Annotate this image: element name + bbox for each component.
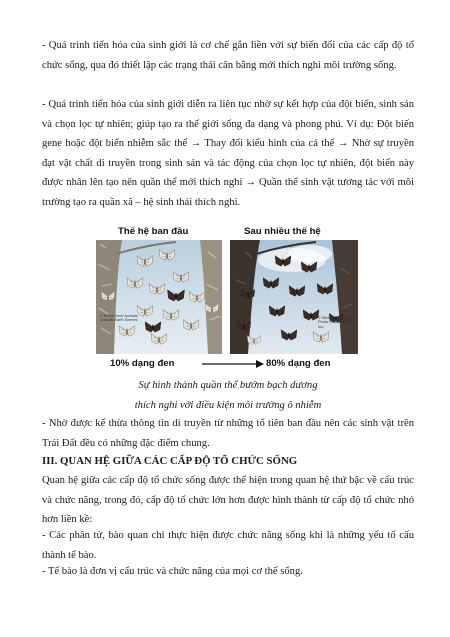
figure-percent-initial: 10% dạng đen	[110, 358, 175, 369]
figure-label-initial: Thế hệ ban đầu	[118, 226, 189, 237]
figure-credit-right: © Michael Tweedie/ Photo Researchers, Inc.	[318, 316, 352, 329]
paragraph-evolution-example: - Quá trình tiến hóa của sinh giới diễn ra liên tục nhờ sự kết hợp của đột biến, sinh sản và chọn lọc tự nhiên; giúp tạo ra thế giới sống đa dạng và phong phú. Ví dụ: Đột biến gene hoặc đột biến nhiễm sắc thể → Thay đổi kiểu hình của cá thể → Nhờ sự truyền đạt vật chất di truyền trong sinh sản và tác động của chọn lọc tự nhiên, đột biến này được nhân lên tạo nên quần thể mới thích nghi → Quần thể sinh vật tương tác với môi trường tạo ra quần xã – hệ sinh thái thích nghi.	[42, 99, 414, 208]
paragraph-molecules: - Các phân tử, bào quan chỉ thực hiện được chức năng sống khi là những yếu tố cấu thành tế bào.	[42, 530, 414, 561]
paragraph-cells: - Tế bào là đơn vị cấu trúc và chức năng của mọi cơ thể sống.	[42, 566, 303, 577]
figure-label-later: Sau nhiều thế hệ	[244, 226, 321, 237]
paragraph-hierarchy: Quan hệ giữa các cấp độ tổ chức sống được thể hiện trong quan hệ thứ bậc về cấu trúc và chức năng, trong đó, cấp độ tổ chức lớn hơn được hình thành từ cấp độ tổ chức nhỏ hơn liền kề:	[42, 475, 414, 526]
section-heading: III. QUAN HỆ GIỮA CÁC CẤP ĐỘ TỔ CHỨC SỐNG	[42, 455, 298, 467]
figure-credit-left: © Breck Kent/ Animals Animals Earth Scenes	[100, 314, 138, 323]
figure-caption-line2: thích nghi với điều kiện môi trường ô nhiễm	[134, 400, 322, 411]
figure-caption-line1: Sự hình thành quần thể bướm bạch dương	[138, 380, 318, 391]
paragraph-evolution-levels: - Quá trình tiến hóa của sinh giới là cơ chế gắn liền với sự biến đổi của các cấp độ tổ chức sống, qua đó thiết lập các trạng thái cân bằng mới thích nghi môi trường sống.	[42, 40, 414, 71]
moth-illustration	[96, 224, 358, 376]
peppered-moth-figure	[96, 224, 358, 376]
right-arrow-icon	[200, 359, 266, 369]
paragraph-common-traits: - Nhờ được kế thừa thông tin di truyền từ những tổ tiên ban đầu nên các sinh vật trên Trái Đất đều có những đặc điểm chung.	[42, 418, 414, 449]
figure-percent-later: 80% dạng đen	[266, 358, 331, 369]
